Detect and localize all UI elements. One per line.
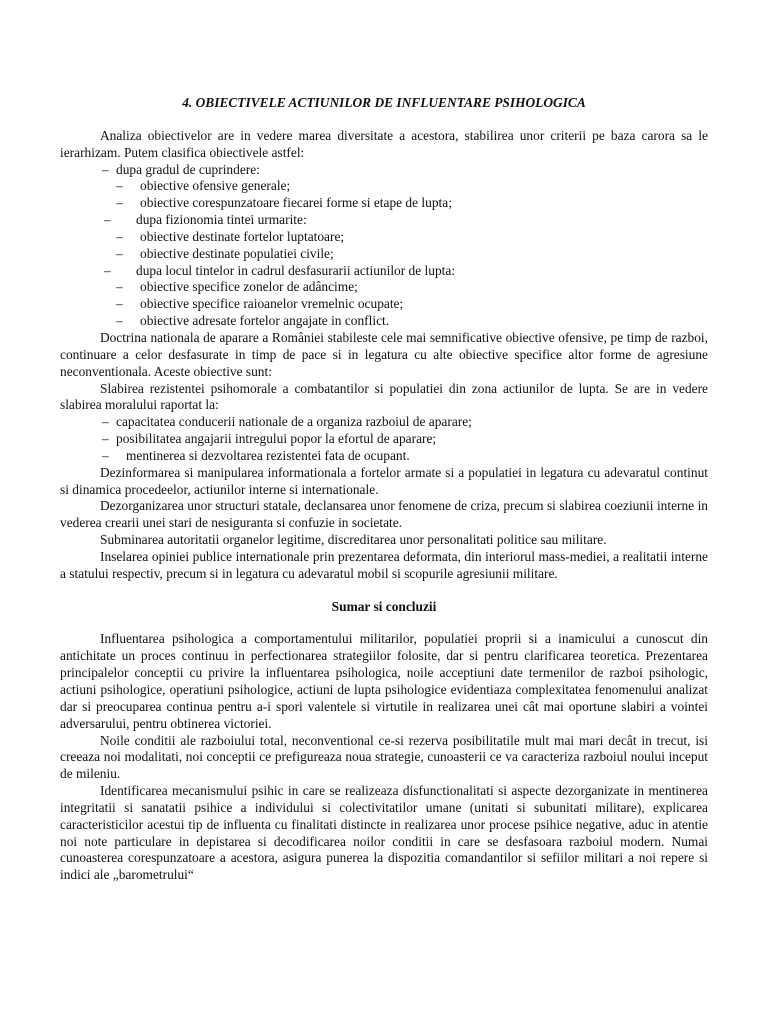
weakening-paragraph: Slabirea rezistentei psihomorale a combatantilor si populatiei din zona actiunilor de lupta. Se are in vedere slabirea moralului raportat la:: [60, 380, 708, 413]
dash-marker: –: [116, 228, 123, 244]
summary-paragraph: Noile conditii ale razboiului total, neconventional ce-si rezerva posibilitatile mult mai mari decât in trecut, isi creeaza noi modalitati, noi conceptii ce prefigureaza noua strategie, cunoasterii ce va caracteriza razboiul noului inceput de mileniu.: [60, 732, 708, 782]
doctrine-paragraph: Doctrina nationala de aparare a României stabileste cele mai semnificative obiective ofensive, pe timp de razboi, continuare a celor desfasurate in timp de pace si in legatura cu alte obiective specifice altor forme de agresiune neconventionala. Aceste obiective sunt:: [60, 329, 708, 379]
morale-item: – capacitatea conducerii nationale de a organiza razboiul de aparare;: [102, 414, 472, 430]
objective-item: – obiective destinate populatiei civile;: [116, 245, 334, 261]
objective-item: – obiective adresate fortelor angajate in conflict.: [116, 313, 390, 329]
criterion-item: – dupa gradul de cuprindere:: [102, 161, 260, 177]
objective-paragraph: Inselarea opiniei publice internationale prin prezentarea deformata, din interiorul mass-mediei, a realitatii interne a statului respectiv, precum si in legatura cu adevaratul mobil si scopurile agresiunii militare.: [60, 548, 708, 581]
criterion-item: – dupa fizionomia tintei urmarite:: [104, 212, 307, 228]
objective-item: – obiective destinate fortelor luptatoare;: [116, 228, 345, 244]
section-title: 4. OBIECTIVELE ACTIUNILOR DE INFLUENTARE PSIHOLOGICA: [182, 95, 586, 110]
objective-item: – obiective corespunzatoare fiecarei forme si etape de lupta;: [116, 195, 452, 211]
dash-marker: –: [104, 212, 111, 228]
intro-paragraph: Analiza obiectivelor are in vedere marea diversitate a acestora, stabilirea unor criterii pe baza carora sa le ierarhizam. Putem clasifica obiectivele astfel:: [60, 127, 708, 160]
dash-marker: –: [116, 195, 123, 211]
summary-paragraph: Influentarea psihologica a comportamentului militarilor, populatiei proprii si a inamicului a cunoscut din antichitate un proces continuu in perfectionarea strategiilor folosite, dar si pentru clarificarea teoretica. Prezentarea principalelor conceptii cu privire la influentarea psihologica, noile acceptiuni date termenilor de razboi psihologic, actiuni psihologice, operatiuni psihologice, actiuni de lupta psihologice evidentiaza complexitatea fenomenului analizat dar si preocuparea continua pentru a-i spori valentele si virtutile in realizarea unei cât mai oportune slabiri a vointei adversarului, pentru obtinerea victoriei.: [60, 631, 708, 731]
summary-paragraph: Identificarea mecanismului psihic in care se realizeaza disfunctionalitati si aspecte dezorganizate in mentinerea integritatii si sanatatii psihice a individului si colectivitatilor umane (unitati si subunitati militare), explicarea caracteristicilor acestui tip de influenta cu finalitati distincte in realizarea unor procese psihice negative, aduc in atentie noi note particulare in depistarea si decodificarea noilor conditii in care se desfasoara razboiul modern. Numai cunoasterea corespunzatoare a acestora, asigura punerea la dispozitia comandantilor si sefiilor militari a noi repere si indici ale „barometrului“: [60, 783, 708, 883]
document-page: [60, 95, 708, 884]
objective-item: – obiective specifice zonelor de adâncime;: [116, 279, 358, 295]
dash-marker: –: [102, 414, 109, 430]
objective-paragraph: Dezinformarea si manipularea informationala a fortelor armate si a populatiei in legatura cu adevaratul continut si dinamica procedeelor, actiunilor interne si internationale.: [60, 464, 708, 497]
dash-marker: –: [102, 161, 109, 177]
criterion-item: – dupa locul tintelor in cadrul desfasurarii actiunilor de lupta:: [104, 262, 456, 278]
dash-marker: –: [104, 262, 111, 278]
objective-item: – obiective specifice raioanelor vremelnic ocupate;: [116, 296, 404, 312]
dash-marker: –: [116, 279, 123, 295]
summary-title: Sumar si concluzii: [331, 598, 437, 614]
objective-paragraph: Dezorganizarea unor structuri statale, declansarea unor fenomene de criza, precum si slabirea coeziunii interne in vederea crearii unei stari de nesiguranta si confuzie in societate.: [60, 498, 708, 531]
dash-marker: –: [102, 447, 109, 463]
dash-marker: –: [116, 178, 123, 194]
objective-item: – obiective ofensive generale;: [116, 178, 291, 194]
dash-marker: –: [102, 431, 109, 447]
morale-item: – mentinerea si dezvoltarea rezistentei fata de ocupant.: [102, 447, 410, 463]
dash-marker: –: [116, 313, 123, 329]
morale-item: – posibilitatea angajarii intregului popor la efortul de aparare;: [102, 431, 437, 447]
dash-marker: –: [116, 296, 123, 312]
dash-marker: –: [116, 245, 123, 261]
objective-paragraph: Subminarea autoritatii organelor legitime, discreditarea unor personalitati politice sau militare.: [100, 532, 607, 548]
